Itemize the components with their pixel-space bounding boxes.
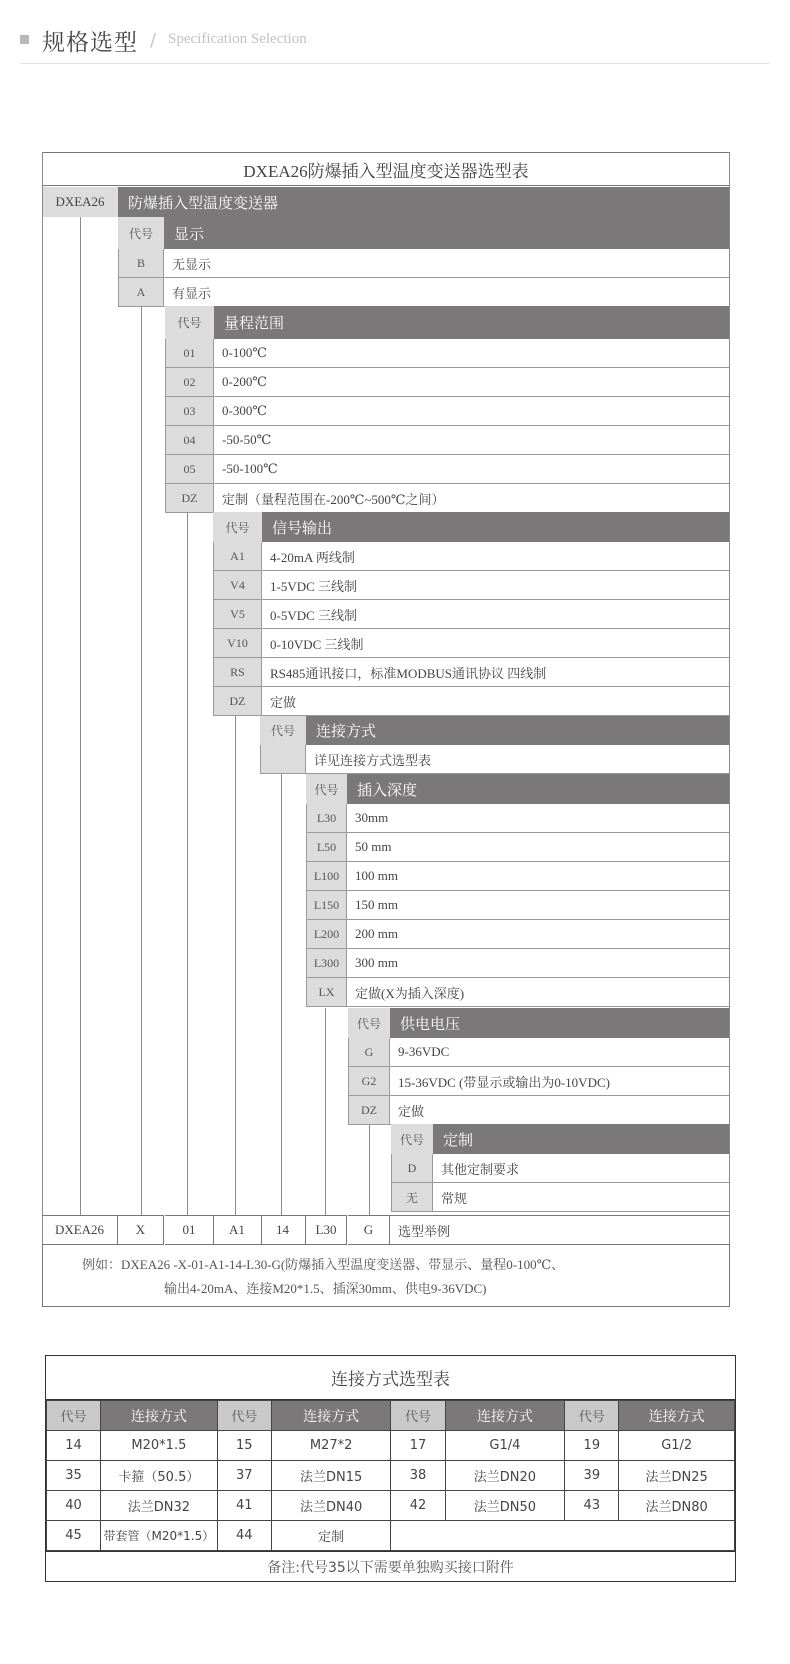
code-column-header: 代号 bbox=[47, 1401, 101, 1431]
table-cell: G1/4 bbox=[445, 1431, 565, 1461]
table-row bbox=[47, 1521, 735, 1551]
table-cell: 15 bbox=[217, 1431, 271, 1461]
table-cell: 法兰DN15 bbox=[271, 1461, 391, 1491]
signal-code: V10 bbox=[213, 629, 262, 658]
code-column-header: 代号 bbox=[565, 1401, 619, 1431]
display-code: B bbox=[118, 249, 164, 278]
example-code-cell: 01 bbox=[165, 1215, 214, 1245]
depth-code: L50 bbox=[306, 833, 347, 862]
depth-desc: 200 mm bbox=[347, 920, 730, 949]
example-code-cell: X bbox=[118, 1215, 164, 1245]
connection-table-title: 连接方式选型表 bbox=[46, 1356, 735, 1400]
signal-code: DZ bbox=[213, 687, 262, 716]
selection-title: DXEA26防爆插入型温度变送器选型表 bbox=[42, 152, 730, 186]
connector-line bbox=[187, 512, 188, 1215]
signal-header: 信号输出 bbox=[262, 512, 730, 542]
slash-divider-icon: / bbox=[150, 30, 157, 51]
depth-desc: 300 mm bbox=[347, 949, 730, 978]
example-code-cell: G bbox=[348, 1215, 390, 1245]
depth-code: L200 bbox=[306, 920, 347, 949]
table-cell: 法兰DN50 bbox=[445, 1491, 565, 1521]
signal-desc: 0-10VDC 三线制 bbox=[262, 629, 730, 658]
signal-desc: RS485通讯接口，标准MODBUS通讯协议 四线制 bbox=[262, 658, 730, 687]
power-code: G2 bbox=[348, 1067, 390, 1096]
table-cell: 卡箍（50.5） bbox=[101, 1461, 218, 1491]
connection-code-header: 代号 bbox=[260, 716, 306, 745]
power-header: 供电电压 bbox=[390, 1008, 730, 1038]
table-cell: M20*1.5 bbox=[101, 1431, 218, 1461]
connection-code bbox=[260, 745, 306, 774]
table-cell: M27*2 bbox=[271, 1431, 391, 1461]
method-column-header: 连接方式 bbox=[619, 1401, 735, 1431]
signal-code: RS bbox=[213, 658, 262, 687]
power-code: DZ bbox=[348, 1096, 390, 1125]
range-code: 01 bbox=[165, 339, 214, 368]
depth-desc: 定做(X为插入深度) bbox=[347, 978, 730, 1007]
outer-left-border bbox=[42, 152, 43, 1304]
connection-desc: 详见连接方式选型表 bbox=[306, 745, 730, 774]
code-column-header: 代号 bbox=[217, 1401, 271, 1431]
table-row bbox=[47, 1461, 735, 1491]
depth-code: L100 bbox=[306, 862, 347, 891]
power-desc: 15-36VDC (带显示或输出为0-10VDC) bbox=[390, 1067, 730, 1096]
display-desc: 无显示 bbox=[164, 249, 730, 278]
range-code: 03 bbox=[165, 397, 214, 426]
table-row bbox=[47, 1491, 735, 1521]
display-header: 显示 bbox=[164, 217, 730, 249]
model-code: DXEA26 bbox=[42, 187, 118, 217]
range-code: DZ bbox=[165, 484, 214, 513]
custom-code-header: 代号 bbox=[391, 1124, 433, 1154]
depth-desc: 50 mm bbox=[347, 833, 730, 862]
example-code-cell: DXEA26 bbox=[42, 1215, 118, 1245]
signal-code: V5 bbox=[213, 600, 262, 629]
depth-code-header: 代号 bbox=[306, 774, 347, 804]
table-cell: 19 bbox=[565, 1431, 619, 1461]
display-desc: 有显示 bbox=[164, 278, 730, 307]
table-cell: 38 bbox=[391, 1461, 445, 1491]
power-desc: 9-36VDC bbox=[390, 1038, 730, 1067]
table-cell: 39 bbox=[565, 1461, 619, 1491]
signal-code: V4 bbox=[213, 571, 262, 600]
depth-code: L300 bbox=[306, 949, 347, 978]
model-name: 防爆插入型温度变送器 bbox=[118, 187, 730, 217]
range-desc: 0-200℃ bbox=[214, 368, 730, 397]
range-code: 02 bbox=[165, 368, 214, 397]
section-subtitle: Specification Selection bbox=[168, 31, 307, 47]
range-desc: 定制（量程范围在-200℃~500℃之间） bbox=[214, 484, 730, 513]
range-desc: -50-50℃ bbox=[214, 426, 730, 455]
example-code-cell: L30 bbox=[306, 1215, 347, 1245]
connector-line bbox=[80, 217, 81, 1215]
display-code: A bbox=[118, 278, 164, 307]
custom-desc: 其他定制要求 bbox=[433, 1154, 730, 1183]
empty-cell bbox=[391, 1521, 735, 1551]
depth-desc: 150 mm bbox=[347, 891, 730, 920]
depth-header: 插入深度 bbox=[347, 774, 730, 804]
method-column-header: 连接方式 bbox=[445, 1401, 565, 1431]
range-desc: 0-100℃ bbox=[214, 339, 730, 368]
power-code: G bbox=[348, 1038, 390, 1067]
range-code: 04 bbox=[165, 426, 214, 455]
connector-line bbox=[281, 774, 282, 1215]
table-cell: 法兰DN80 bbox=[619, 1491, 735, 1521]
code-column-header: 代号 bbox=[391, 1401, 445, 1431]
table-cell: 37 bbox=[217, 1461, 271, 1491]
table-cell: 45 bbox=[47, 1521, 101, 1551]
depth-desc: 100 mm bbox=[347, 862, 730, 891]
method-column-header: 连接方式 bbox=[101, 1401, 218, 1431]
table-cell: 14 bbox=[47, 1431, 101, 1461]
signal-code-header: 代号 bbox=[213, 512, 262, 542]
table-cell: 法兰DN40 bbox=[271, 1491, 391, 1521]
example-code-cell: A1 bbox=[213, 1215, 262, 1245]
method-column-header: 连接方式 bbox=[271, 1401, 391, 1431]
custom-desc: 常规 bbox=[433, 1183, 730, 1212]
table-cell: 17 bbox=[391, 1431, 445, 1461]
connection-header-row bbox=[47, 1401, 735, 1431]
table-cell: 40 bbox=[47, 1491, 101, 1521]
signal-desc: 4-20mA 两线制 bbox=[262, 542, 730, 571]
signal-desc: 定做 bbox=[262, 687, 730, 716]
custom-header: 定制 bbox=[433, 1124, 730, 1154]
range-code-header: 代号 bbox=[165, 306, 214, 339]
table-cell: 44 bbox=[217, 1521, 271, 1551]
table-cell: 法兰DN32 bbox=[101, 1491, 218, 1521]
signal-desc: 1-5VDC 三线制 bbox=[262, 571, 730, 600]
connector-line bbox=[235, 716, 236, 1215]
table-cell: 带套管（M20*1.5） bbox=[101, 1521, 218, 1551]
table-row bbox=[47, 1431, 735, 1461]
table-cell: 42 bbox=[391, 1491, 445, 1521]
depth-desc: 30mm bbox=[347, 804, 730, 833]
example-code-cell: 14 bbox=[260, 1215, 306, 1245]
section-title: 规格选型 bbox=[42, 30, 138, 56]
depth-code: L150 bbox=[306, 891, 347, 920]
custom-code: D bbox=[391, 1154, 433, 1183]
table-cell: 35 bbox=[47, 1461, 101, 1491]
signal-code: A1 bbox=[213, 542, 262, 571]
range-header: 量程范围 bbox=[214, 306, 730, 339]
range-desc: 0-300℃ bbox=[214, 397, 730, 426]
connector-line bbox=[325, 1008, 326, 1215]
connection-table bbox=[45, 1355, 736, 1582]
example-line-1: 例如：DXEA26 -X-01-A1-14-L30-G(防爆插入型温度变送器、带显示、量程0-100℃、 bbox=[82, 1257, 565, 1272]
connector-line bbox=[369, 1124, 370, 1215]
table-cell: 法兰DN25 bbox=[619, 1461, 735, 1491]
table-cell: 41 bbox=[217, 1491, 271, 1521]
table-cell: 43 bbox=[565, 1491, 619, 1521]
custom-code: 无 bbox=[391, 1183, 433, 1212]
depth-code: L30 bbox=[306, 804, 347, 833]
outer-right-border bbox=[729, 152, 730, 1304]
table-cell: G1/2 bbox=[619, 1431, 735, 1461]
power-desc: 定做 bbox=[390, 1096, 730, 1125]
connector-line bbox=[141, 306, 142, 1215]
connection-table-note: 备注:代号35以下需要单独购买接口附件 bbox=[46, 1551, 735, 1581]
display-code-header: 代号 bbox=[118, 217, 164, 249]
example-line-2: 输出4-20mA、连接M20*1.5、插深30mm、供电9-36VDC) bbox=[164, 1281, 487, 1296]
range-desc: -50-100℃ bbox=[214, 455, 730, 484]
table-cell: 法兰DN20 bbox=[445, 1461, 565, 1491]
power-code-header: 代号 bbox=[348, 1008, 390, 1038]
example-label: 选型举例 bbox=[390, 1215, 730, 1245]
range-code: 05 bbox=[165, 455, 214, 484]
table-cell: 定制 bbox=[271, 1521, 391, 1551]
signal-desc: 0-5VDC 三线制 bbox=[262, 600, 730, 629]
connection-header: 连接方式 bbox=[306, 716, 730, 745]
depth-code: LX bbox=[306, 978, 347, 1007]
